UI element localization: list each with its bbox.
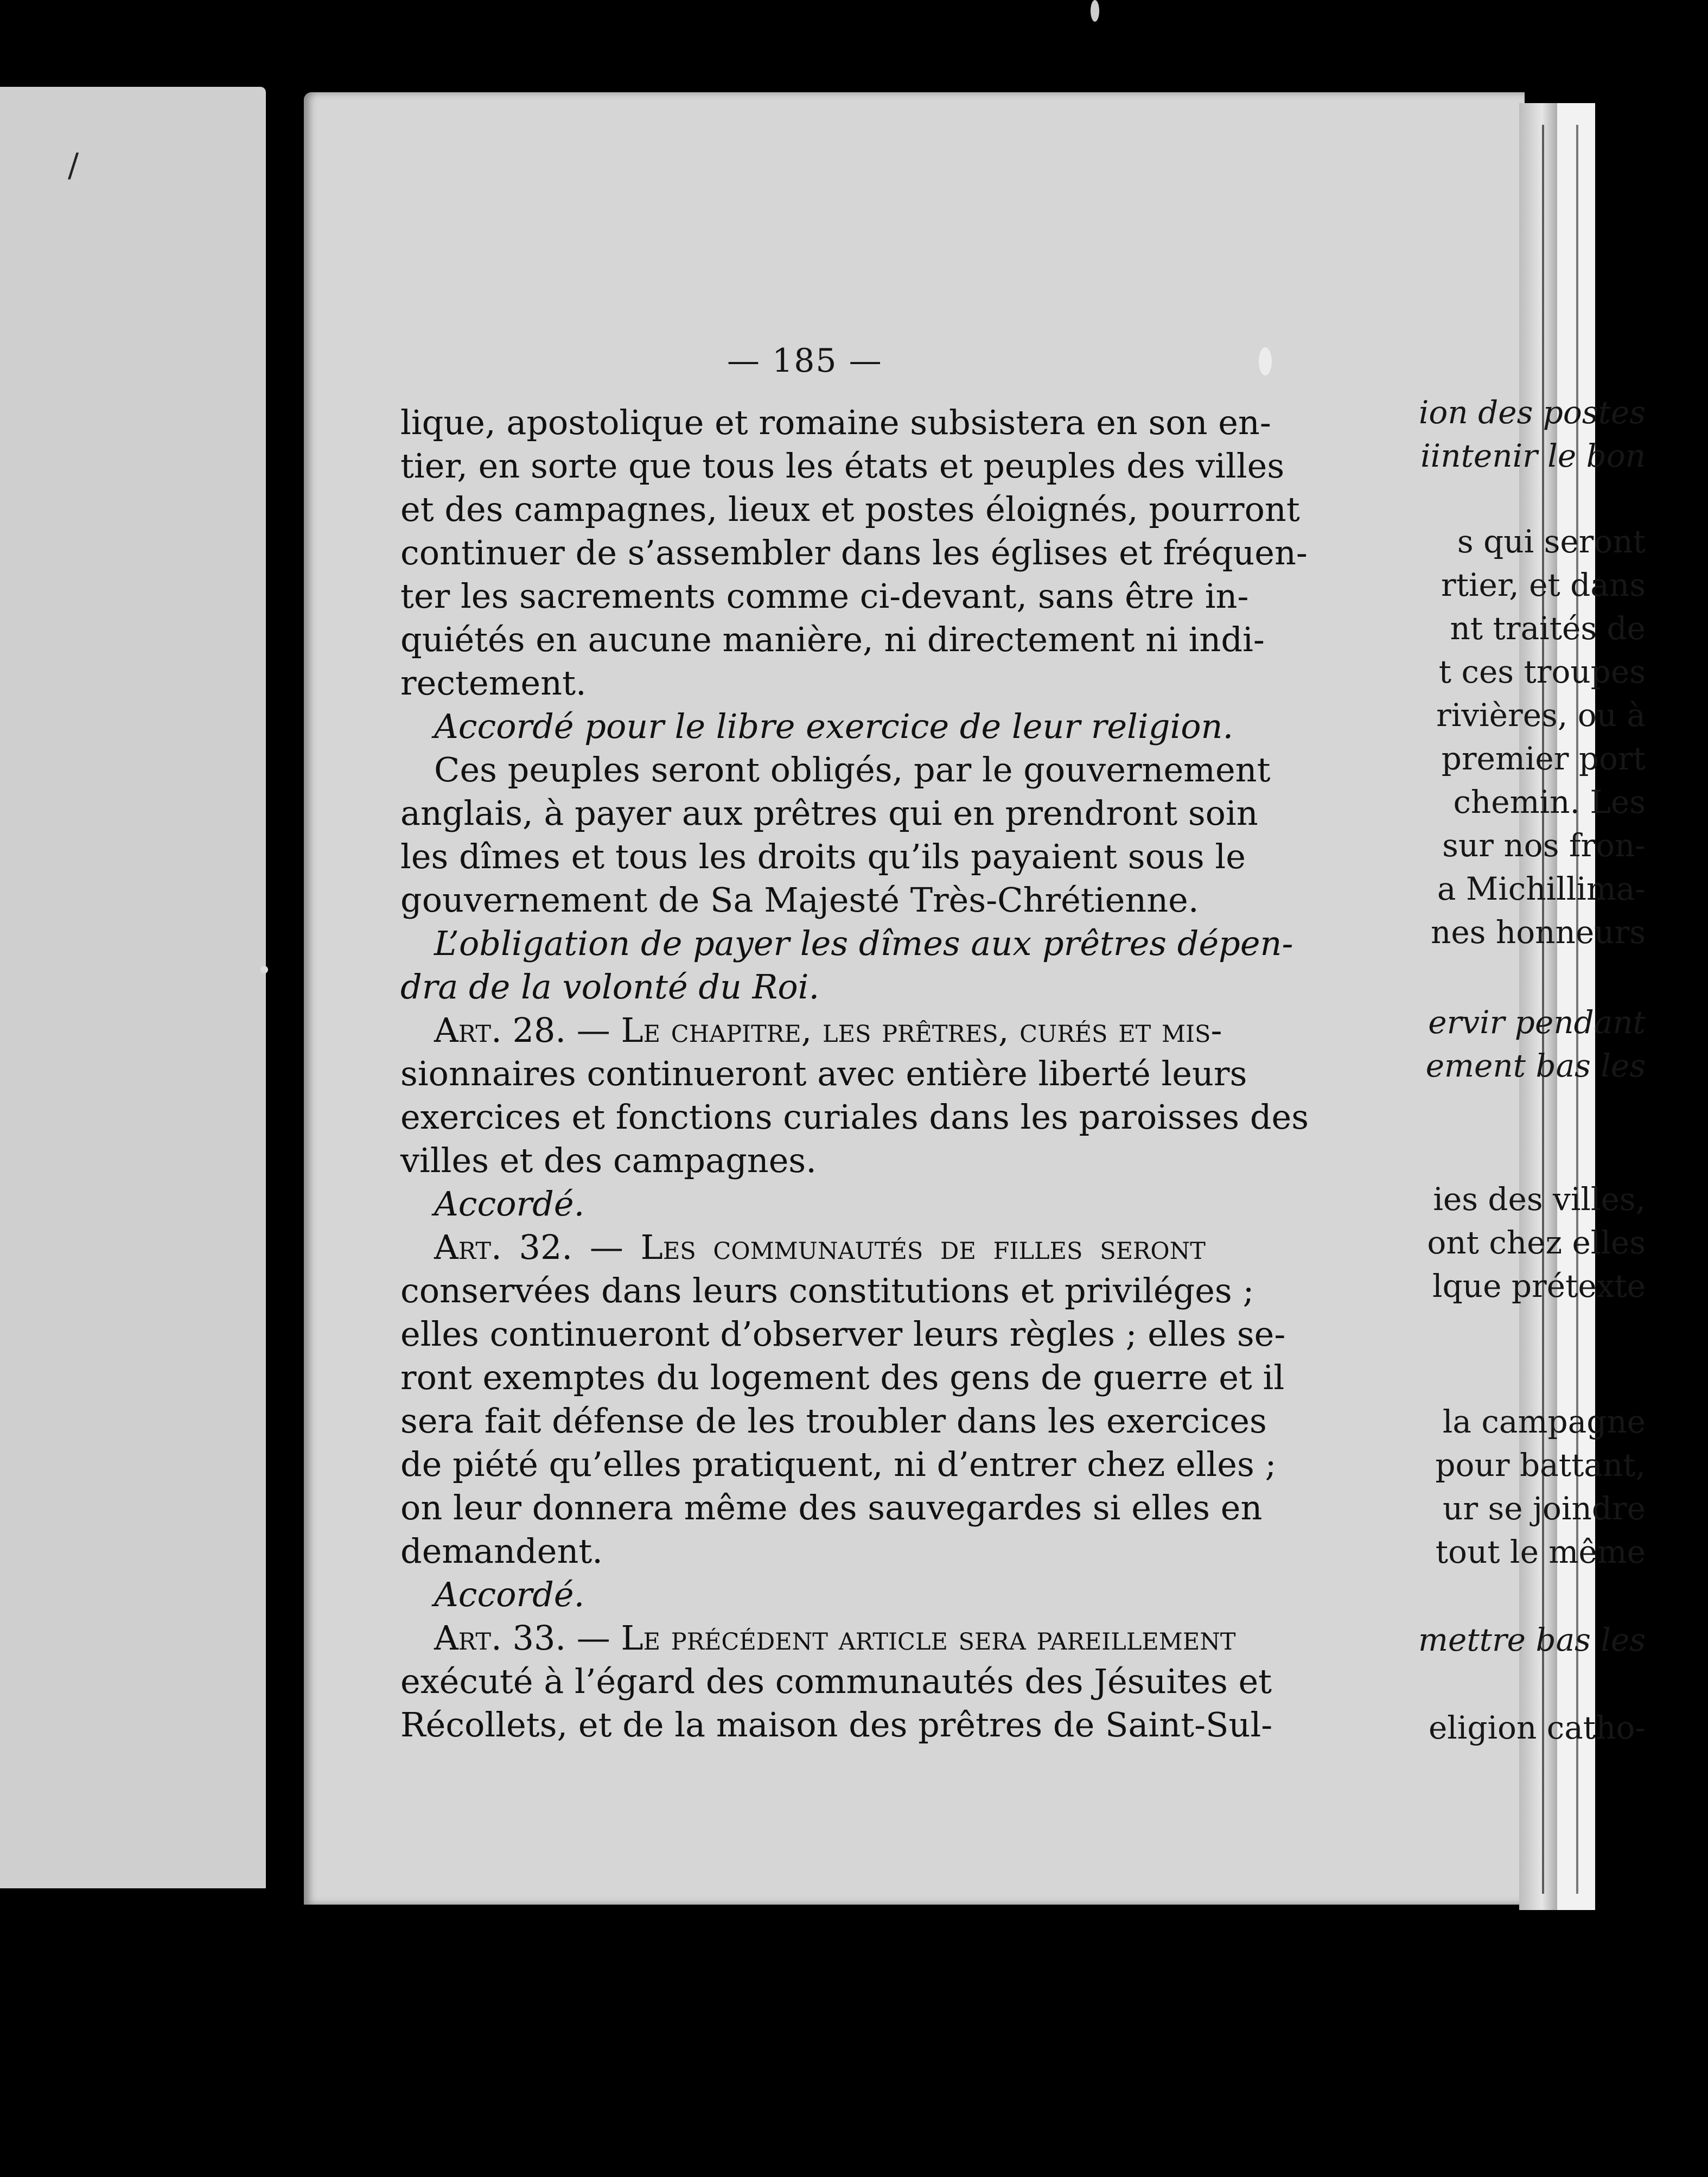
text-line: continuer de s’assembler dans les églises et fréquen- xyxy=(400,533,1308,572)
text-line: elles continueront d’observer leurs règles ; elles se- xyxy=(400,1314,1286,1354)
left-line: s qui seront xyxy=(1457,523,1646,560)
left-line: ont chez elles xyxy=(1427,1224,1646,1261)
left-line: la campagne xyxy=(1442,1403,1646,1440)
text-line: sera fait défense de les troubler dans les exercices xyxy=(400,1401,1267,1441)
left-line: a Michillima- xyxy=(1437,870,1646,907)
text-line: tier, en sorte que tous les états et peuples des villes xyxy=(400,446,1285,486)
page-number: — 185 — xyxy=(727,342,883,380)
paper-speck xyxy=(1259,347,1272,375)
left-line: ervir pendant xyxy=(1428,1004,1646,1041)
text-line: et des campagnes, lieux et postes éloignés, pourront xyxy=(400,489,1300,529)
left-line: nes honneurs xyxy=(1430,914,1646,951)
paper-speck xyxy=(260,966,268,973)
left-line: iintenir le bon xyxy=(1420,437,1646,474)
left-line: lque prétexte xyxy=(1432,1268,1646,1304)
paper-speck xyxy=(1091,0,1099,22)
left-line: rivières, ou à xyxy=(1436,697,1646,734)
text-line: gouvernement de Sa Majesté Très-Chrétienne. xyxy=(400,880,1199,920)
text-line: conservées dans leurs constitutions et priviléges ; xyxy=(400,1271,1254,1310)
left-line: premier port xyxy=(1441,740,1646,777)
text-line: Accordé. xyxy=(434,1575,585,1614)
left-line: mettre bas les xyxy=(1418,1621,1646,1658)
left-line: nt traités de xyxy=(1450,610,1646,647)
text-line: lique, apostolique et romaine subsistera en son en- xyxy=(400,403,1271,442)
article-heading: Art. 33. — Le précédent article sera pareillement xyxy=(434,1618,1236,1658)
text-line: rectement. xyxy=(400,663,587,703)
left-line: chemin. Les xyxy=(1453,784,1646,820)
text-line: sionnaires continueront avec entière liberté leurs xyxy=(400,1054,1247,1093)
article-heading: Art. 28. — Le chapitre, les prêtres, curés et mis- xyxy=(434,1010,1222,1050)
left-line: sur nos fron- xyxy=(1442,827,1646,864)
text-line: exécuté à l’égard des communautés des Jésuites et xyxy=(400,1662,1272,1701)
text-line: L’obligation de payer les dîmes aux prêtres dépen- xyxy=(434,924,1293,963)
left-line: ement bas les xyxy=(1425,1047,1646,1084)
text-line: exercices et fonctions curiales dans les paroisses des xyxy=(400,1097,1309,1137)
text-line: Accordé pour le libre exercice de leur religion. xyxy=(434,706,1234,746)
text-line: ront exemptes du logement des gens de guerre et il xyxy=(400,1358,1285,1397)
text-line: anglais, à payer aux prêtres qui en prendront soin xyxy=(400,793,1258,833)
left-line: eligion catho- xyxy=(1428,1709,1646,1746)
text-line: de piété qu’elles pratiquent, ni d’entrer chez elles ; xyxy=(400,1444,1277,1484)
text-line: ter les sacrements comme ci-devant, sans être in- xyxy=(400,576,1249,616)
text-line: Accordé. xyxy=(434,1184,585,1224)
text-line: les dîmes et tous les droits qu’ils payaient sous le xyxy=(400,837,1246,876)
text-line: quiétés en aucune manière, ni directement ni indi- xyxy=(400,620,1265,659)
left-line: pour battant, xyxy=(1435,1447,1646,1484)
article-heading: Art. 32. — Les communautés de filles seront xyxy=(434,1227,1206,1267)
text-line: on leur donnera même des sauvegardes si elles en xyxy=(400,1488,1263,1527)
left-line: rtier, et dans xyxy=(1441,566,1646,603)
text-line: villes et des campagnes. xyxy=(400,1141,817,1180)
text-line: dra de la volonté du Roi. xyxy=(400,967,820,1007)
page-mark: / xyxy=(68,147,79,184)
left-line: ur se joindre xyxy=(1442,1490,1646,1527)
text-line: demandent. xyxy=(400,1531,603,1571)
left-line: tout le même xyxy=(1435,1533,1646,1570)
left-facing-page xyxy=(0,87,266,1888)
text-line: Récollets, et de la maison des prêtres de Saint-Sul- xyxy=(400,1705,1273,1745)
left-line: ies des villes, xyxy=(1433,1181,1646,1218)
left-line: ion des postes xyxy=(1418,394,1646,431)
text-line: Ces peuples seront obligés, par le gouvernement xyxy=(434,750,1271,790)
left-line: t ces troupes xyxy=(1438,653,1646,690)
